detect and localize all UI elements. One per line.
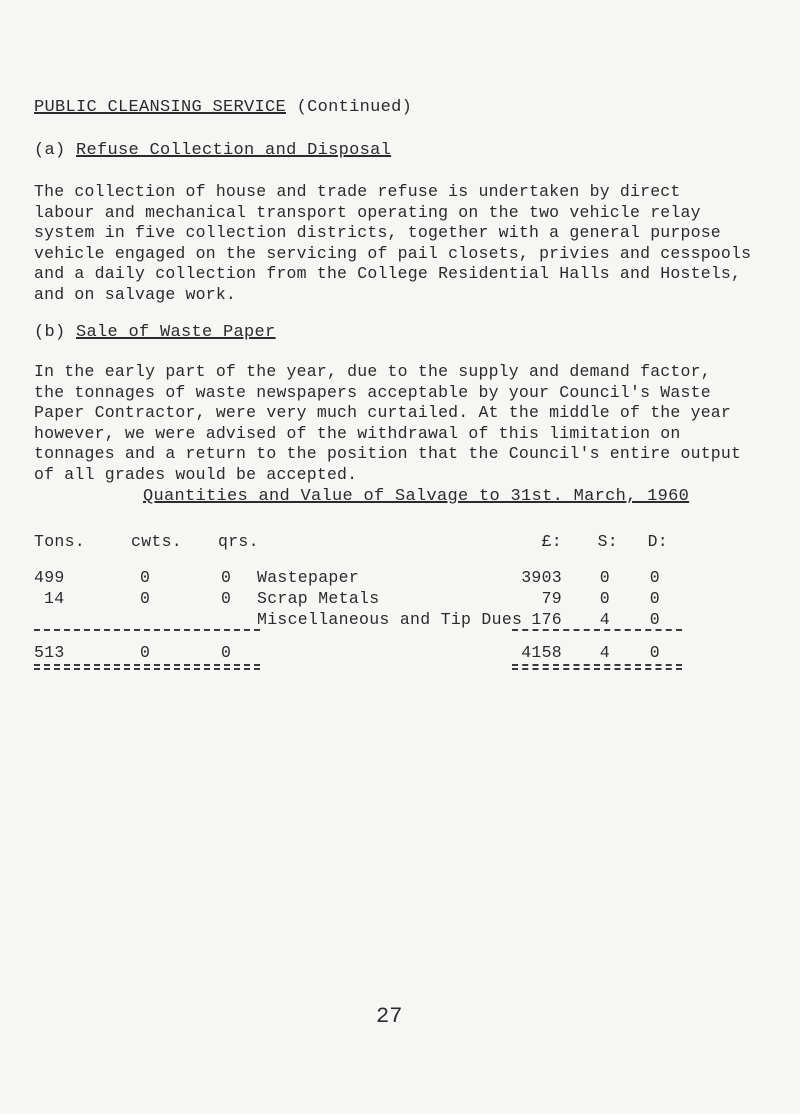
header-cwts: cwts.	[131, 532, 183, 551]
section-b-body: In the early part of the year, due to the supply and demand factor, the tonnages of waste newspapers acceptable by your Council's Waste Paper Contractor, were very much curtailed. At the middle of the year however, we were advised of the withdrawal of this limitation on tonnages and a return to the position that the Council's entire output of all grades would be accepted.	[34, 362, 742, 484]
row3-item: Miscellaneous and Tip Dues	[257, 610, 523, 629]
left-subtotal-rule	[34, 629, 260, 631]
section-b-marker: (b)	[34, 323, 66, 342]
right-total-rule-1	[512, 664, 682, 666]
row3-pounds: 176	[531, 610, 562, 629]
row3-pence: 0	[649, 610, 660, 629]
row2-pence: 0	[649, 589, 660, 608]
page-heading	[34, 98, 412, 117]
row2-tons: 14	[44, 589, 65, 608]
row1-qrs: 0	[221, 568, 232, 587]
header-qrs: qrs.	[218, 532, 259, 551]
left-total-rule-2	[34, 668, 260, 670]
total-shillings: 4	[599, 643, 610, 662]
total-pence: 0	[649, 643, 660, 662]
row2-shillings: 0	[599, 589, 610, 608]
total-pounds: 4158	[521, 643, 562, 662]
header-pounds: £:	[541, 532, 562, 551]
total-tons: 513	[34, 643, 65, 662]
section-b-heading	[34, 323, 276, 342]
heading-suffix: (Continued)	[296, 98, 413, 117]
row3-shillings: 4	[599, 610, 610, 629]
page-number: 27	[376, 1004, 403, 1029]
row1-item: Wastepaper	[257, 568, 360, 587]
section-b-title: Sale of Waste Paper	[76, 323, 276, 342]
left-total-rule-1	[34, 664, 260, 666]
right-subtotal-rule	[512, 629, 682, 631]
row2-item: Scrap Metals	[257, 589, 380, 608]
section-a-heading	[34, 141, 391, 160]
row2-pounds: 79	[541, 589, 562, 608]
row1-shillings: 0	[599, 568, 610, 587]
section-a-marker: (a)	[34, 141, 66, 160]
section-a-title: Refuse Collection and Disposal	[76, 141, 392, 160]
header-pence: D:	[647, 532, 668, 551]
row2-cwts: 0	[140, 589, 151, 608]
row1-pence: 0	[649, 568, 660, 587]
total-cwts: 0	[140, 643, 151, 662]
right-total-rule-2	[512, 668, 682, 670]
header-tons: Tons.	[34, 532, 86, 551]
total-qrs: 0	[221, 643, 232, 662]
header-shillings: S:	[597, 532, 618, 551]
table-title: Quantities and Value of Salvage to 31st. March, 1960	[143, 487, 690, 506]
heading-title: PUBLIC CLEANSING SERVICE	[34, 98, 287, 117]
row1-pounds: 3903	[521, 568, 562, 587]
row2-qrs: 0	[221, 589, 232, 608]
row1-tons: 499	[34, 568, 65, 587]
row1-cwts: 0	[140, 568, 151, 587]
section-a-body: The collection of house and trade refuse is undertaken by direct labour and mechanical transport operating on the two vehicle relay system in five collection districts, together with a general purpose vehicle engaged on the servicing of pail closets, privies and cesspools and a daily collection from the College Residential Halls and Hostels, and on salvage work.	[34, 182, 752, 304]
